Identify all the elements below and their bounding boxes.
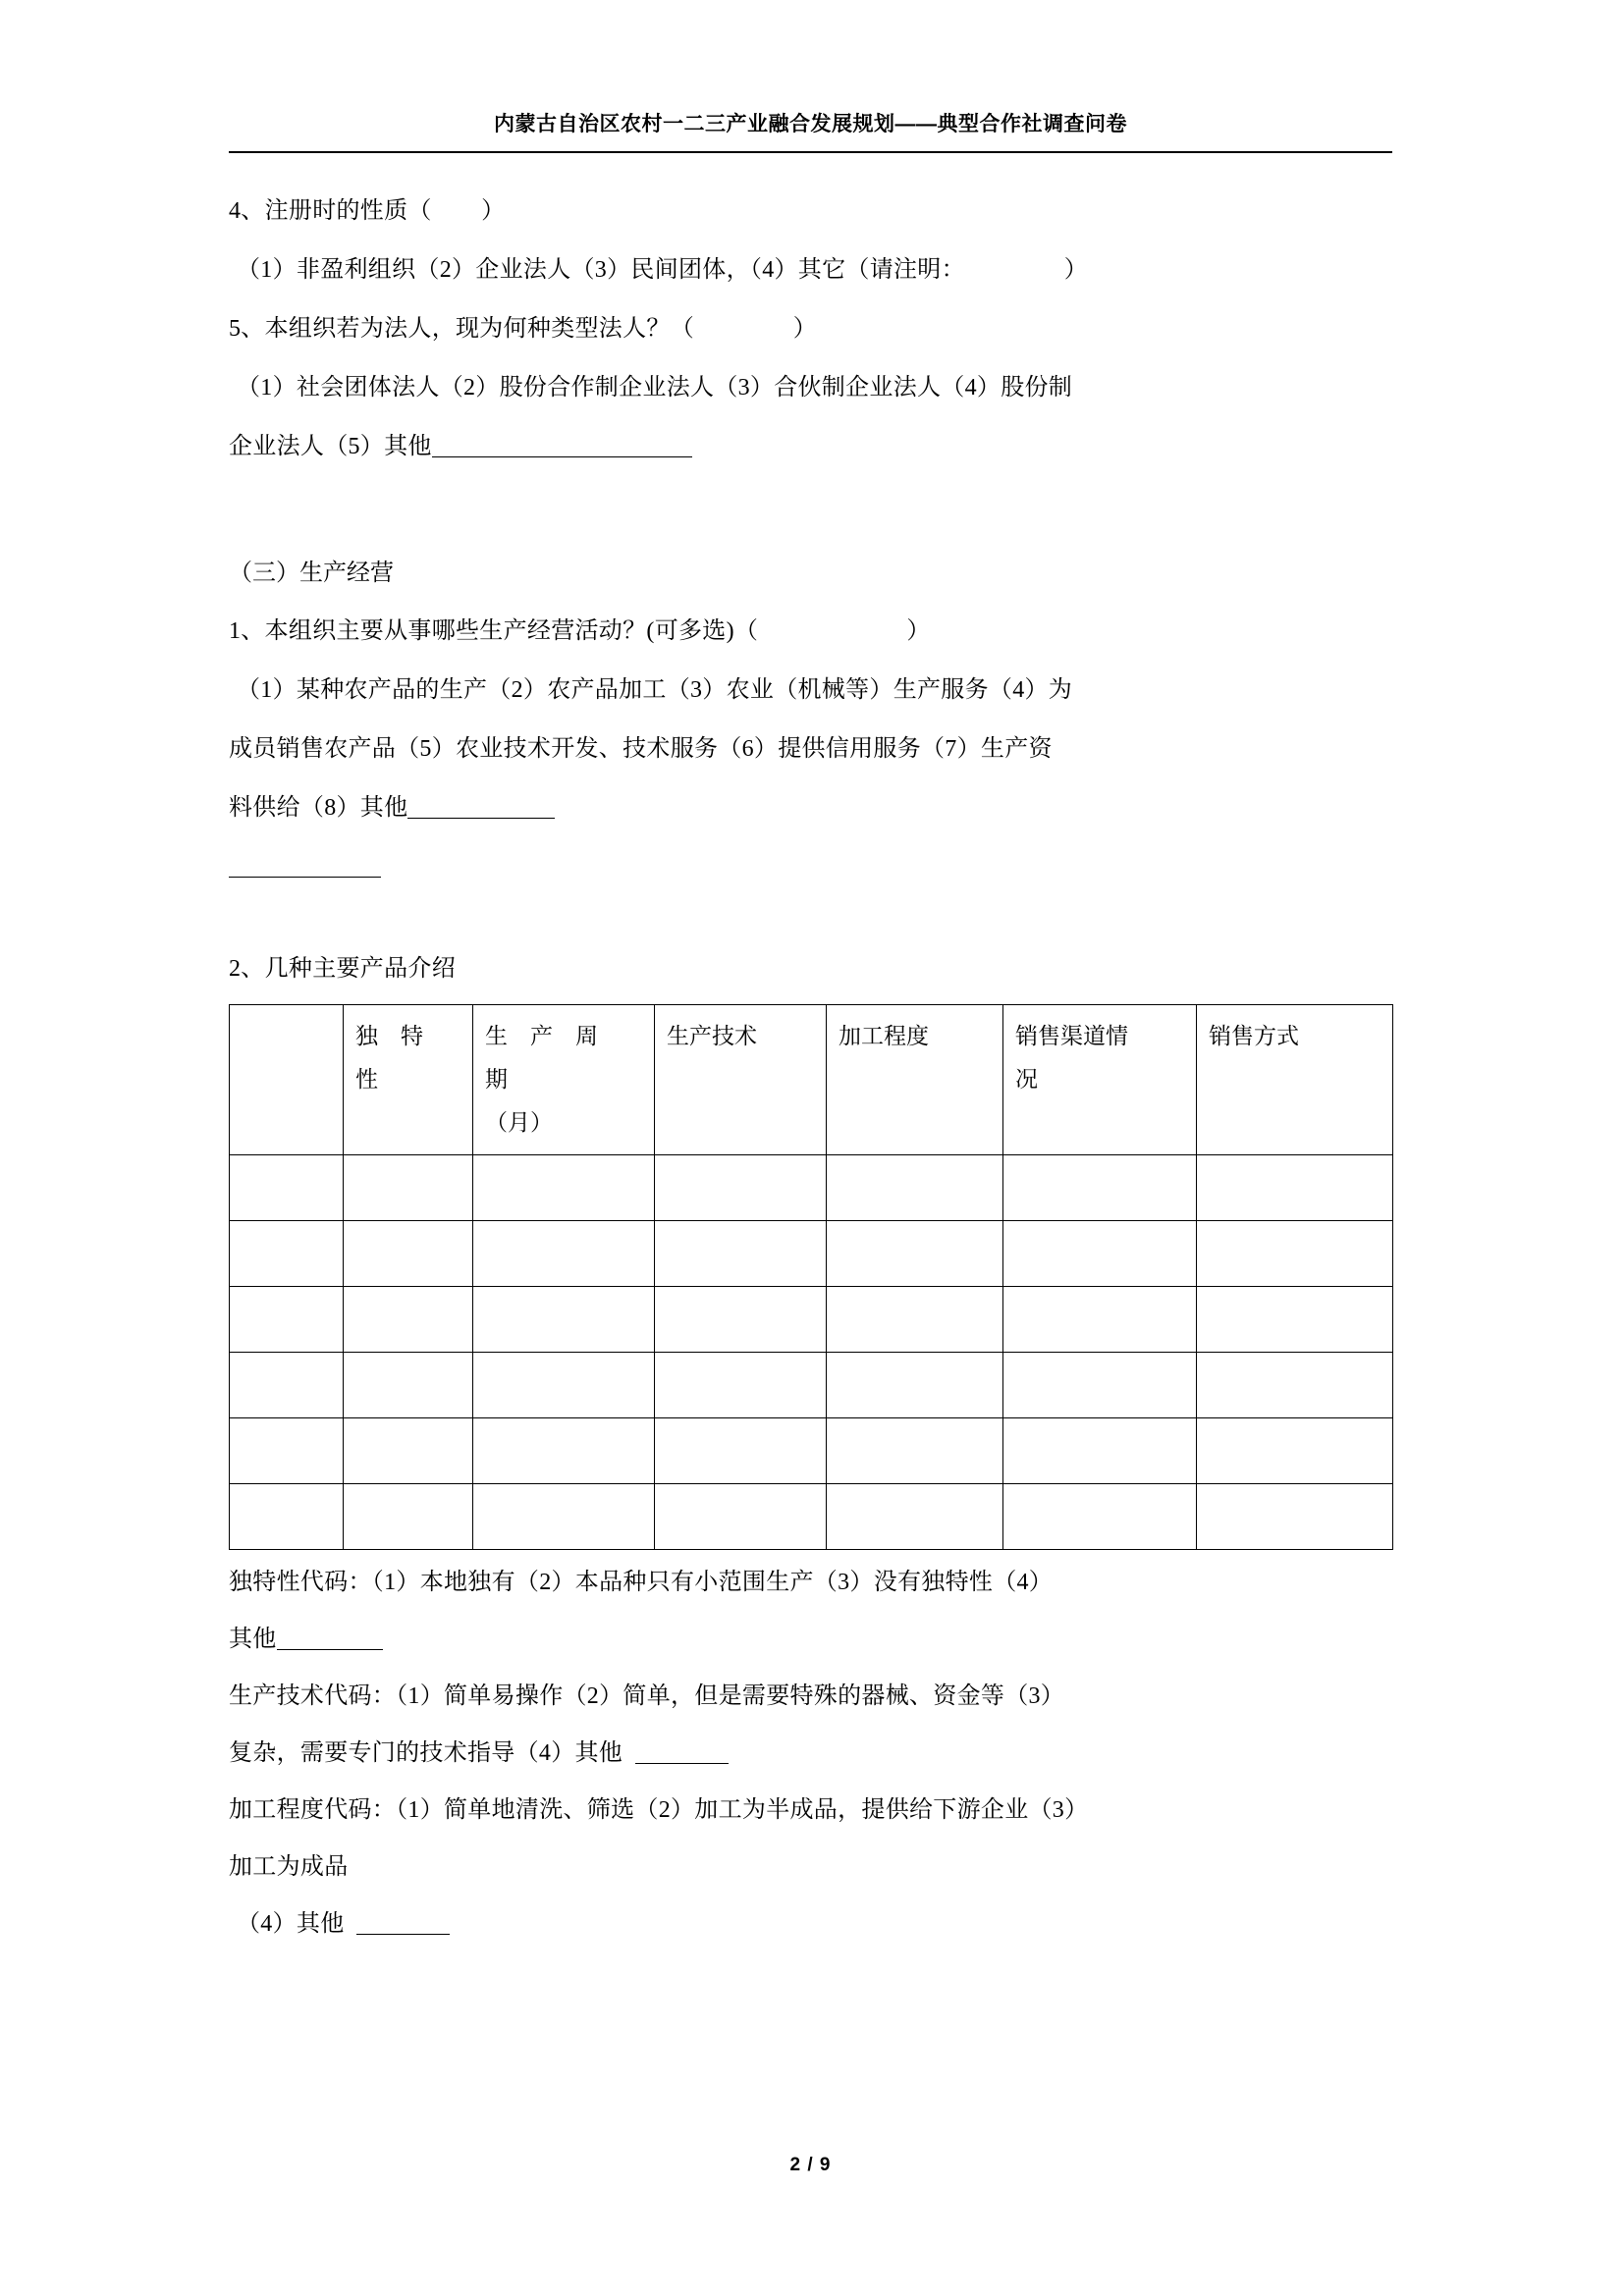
table-cell[interactable] — [344, 1221, 473, 1287]
uniqueness-code-blank-line[interactable] — [277, 1649, 383, 1650]
technology-code-line-2-text: 复杂，需要专门的技术指导（4）其他 — [229, 1740, 623, 1766]
table-cell[interactable] — [827, 1155, 1003, 1221]
table-header-cycle-line-2: （月） — [485, 1110, 553, 1135]
table-header-processing-line-1: 加工程度 — [839, 1024, 929, 1048]
table-cell[interactable] — [655, 1418, 827, 1484]
technology-code-blank-line[interactable] — [635, 1763, 729, 1764]
table-cell[interactable] — [655, 1287, 827, 1353]
document-body — [229, 182, 1392, 1952]
table-cell[interactable] — [827, 1484, 1003, 1550]
table-cell[interactable] — [344, 1287, 473, 1353]
table-cell[interactable] — [344, 1484, 473, 1550]
section3-question-1-line-3 — [229, 778, 1392, 837]
technology-code-line-2 — [229, 1725, 1392, 1782]
table-header-cell-processing-degree — [827, 1005, 1003, 1155]
table-cell[interactable] — [230, 1353, 344, 1418]
table-cell[interactable] — [230, 1155, 344, 1221]
table-cell[interactable] — [1197, 1353, 1393, 1418]
table-cell[interactable] — [1197, 1484, 1393, 1550]
table-body — [230, 1155, 1393, 1550]
table-cell[interactable] — [230, 1484, 344, 1550]
processing-code-blank-line[interactable] — [356, 1934, 450, 1935]
table-cell[interactable] — [1197, 1287, 1393, 1353]
table-cell[interactable] — [827, 1353, 1003, 1418]
product-table-wrapper — [229, 1004, 1392, 1550]
table-cell[interactable] — [1003, 1155, 1197, 1221]
table-cell[interactable] — [473, 1221, 655, 1287]
table-cell[interactable] — [473, 1353, 655, 1418]
question-5-options-line-1: （1）社会团体法人（2）股份合作制企业法人（3）合伙制企业法人（4）股份制 — [237, 375, 1073, 400]
question-5-options-line-2 — [229, 417, 1392, 476]
table-cell[interactable] — [473, 1418, 655, 1484]
product-table — [229, 1004, 1393, 1550]
table-cell[interactable] — [827, 1418, 1003, 1484]
table-cell[interactable] — [230, 1418, 344, 1484]
table-cell[interactable] — [344, 1155, 473, 1221]
table-cell[interactable] — [655, 1155, 827, 1221]
processing-code-line-2: 加工为成品 — [229, 1854, 349, 1880]
table-header-cell-uniqueness — [344, 1005, 473, 1155]
table-cell[interactable] — [655, 1353, 827, 1418]
table-header-cell-empty — [230, 1005, 344, 1155]
uniqueness-code-line-2-text: 其他 — [229, 1627, 277, 1652]
table-cell[interactable] — [655, 1484, 827, 1550]
table-cell[interactable] — [473, 1155, 655, 1221]
table-cell[interactable] — [230, 1221, 344, 1287]
spacer — [229, 476, 1392, 545]
section3-question-2-title: 2、几种主要产品介绍 — [229, 956, 456, 982]
table-row — [230, 1287, 1393, 1353]
table-cell[interactable] — [1197, 1418, 1393, 1484]
table-header-cell-sales-channel — [1003, 1005, 1197, 1155]
table-header-technology-line-1: 生产技术 — [667, 1024, 757, 1048]
document-header: 内蒙古自治区农村一二三产业融合发展规划——典型合作社调查问卷 — [229, 108, 1392, 153]
table-header-row — [230, 1005, 1393, 1155]
table-row — [230, 1155, 1393, 1221]
code-legend — [229, 1554, 1392, 1952]
section-title-production: （三）生产经营 — [229, 560, 394, 586]
table-cell[interactable] — [473, 1484, 655, 1550]
page-content — [229, 0, 1392, 2296]
table-cell[interactable] — [655, 1221, 827, 1287]
table-header-uniqueness-line-2: 性 — [355, 1067, 378, 1092]
table-header-channel-line-2: 况 — [1015, 1067, 1038, 1092]
uniqueness-code-line-2 — [229, 1611, 1392, 1668]
table-header-method-line-1: 销售方式 — [1209, 1024, 1299, 1048]
table-cell[interactable] — [1003, 1484, 1197, 1550]
table-cell[interactable] — [1197, 1155, 1393, 1221]
table-row — [230, 1418, 1393, 1484]
table-header-cell-production-technology — [655, 1005, 827, 1155]
section3-question-1-blank-continuation-line — [229, 837, 1392, 896]
page-footer: 2 / 9 — [789, 2155, 832, 2175]
question-5-options-text: 企业法人（5）其他 — [229, 434, 432, 459]
table-cell[interactable] — [1003, 1353, 1197, 1418]
table-row — [230, 1484, 1393, 1550]
technology-code-line-1: 生产技术代码：（1）简单易操作（2）简单，但是需要特殊的器械、资金等（3） — [229, 1683, 1065, 1709]
processing-code-line-3 — [229, 1896, 1392, 1952]
table-cell[interactable] — [1197, 1221, 1393, 1287]
question-4-title: 4、注册时的性质（ ） — [229, 198, 506, 224]
table-row — [230, 1353, 1393, 1418]
section3-question-1-blank-line[interactable] — [407, 818, 555, 819]
uniqueness-code-line-1: 独特性代码：（1）本地独有（2）本品种只有小范围生产（3）没有独特性（4） — [229, 1570, 1054, 1595]
section3-question-1-line-3-text: 料供给（8）其他 — [229, 795, 408, 821]
question-5-title: 5、本组织若为法人，现为何种类型法人？（ ） — [229, 316, 818, 342]
section3-question-1-line-2: 成员销售农产品（5）农业技术开发、技术服务（6）提供信用服务（7）生产资 — [229, 736, 1053, 762]
table-header-uniqueness-line-1: 独 特 — [355, 1024, 423, 1048]
question-5-blank-line[interactable] — [432, 456, 692, 457]
table-header-channel-line-1: 销售渠道情 — [1015, 1024, 1128, 1048]
section3-question-1-line-1: （1）某种农产品的生产（2）农产品加工（3）农业（机械等）生产服务（4）为 — [237, 677, 1073, 703]
table-cell[interactable] — [230, 1287, 344, 1353]
table-cell[interactable] — [344, 1418, 473, 1484]
table-row — [230, 1221, 1393, 1287]
processing-code-line-3-text: （4）其他 — [237, 1911, 345, 1937]
table-cell[interactable] — [344, 1353, 473, 1418]
spacer — [229, 896, 1392, 939]
section3-question-1-title: 1、本组织主要从事哪些生产经营活动？(可多选)（ ） — [229, 618, 931, 644]
table-cell[interactable] — [473, 1287, 655, 1353]
table-header-cell-sales-method — [1197, 1005, 1393, 1155]
question-4-options: （1）非盈利组织（2）企业法人（3）民间团体，（4）其它（请注明： ） — [237, 257, 1088, 283]
processing-code-line-1: 加工程度代码：（1）简单地清洗、筛选（2）加工为半成品，提供给下游企业（3） — [229, 1797, 1089, 1823]
table-cell[interactable] — [1003, 1287, 1197, 1353]
section3-question-1-blank-continuation[interactable] — [229, 877, 381, 878]
table-cell[interactable] — [1003, 1221, 1197, 1287]
table-header-cycle-line-1: 生 产 周 期 — [485, 1024, 621, 1092]
table-cell[interactable] — [827, 1287, 1003, 1353]
table-cell[interactable] — [827, 1221, 1003, 1287]
table-header-cell-production-cycle — [473, 1005, 655, 1155]
table-cell[interactable] — [1003, 1418, 1197, 1484]
